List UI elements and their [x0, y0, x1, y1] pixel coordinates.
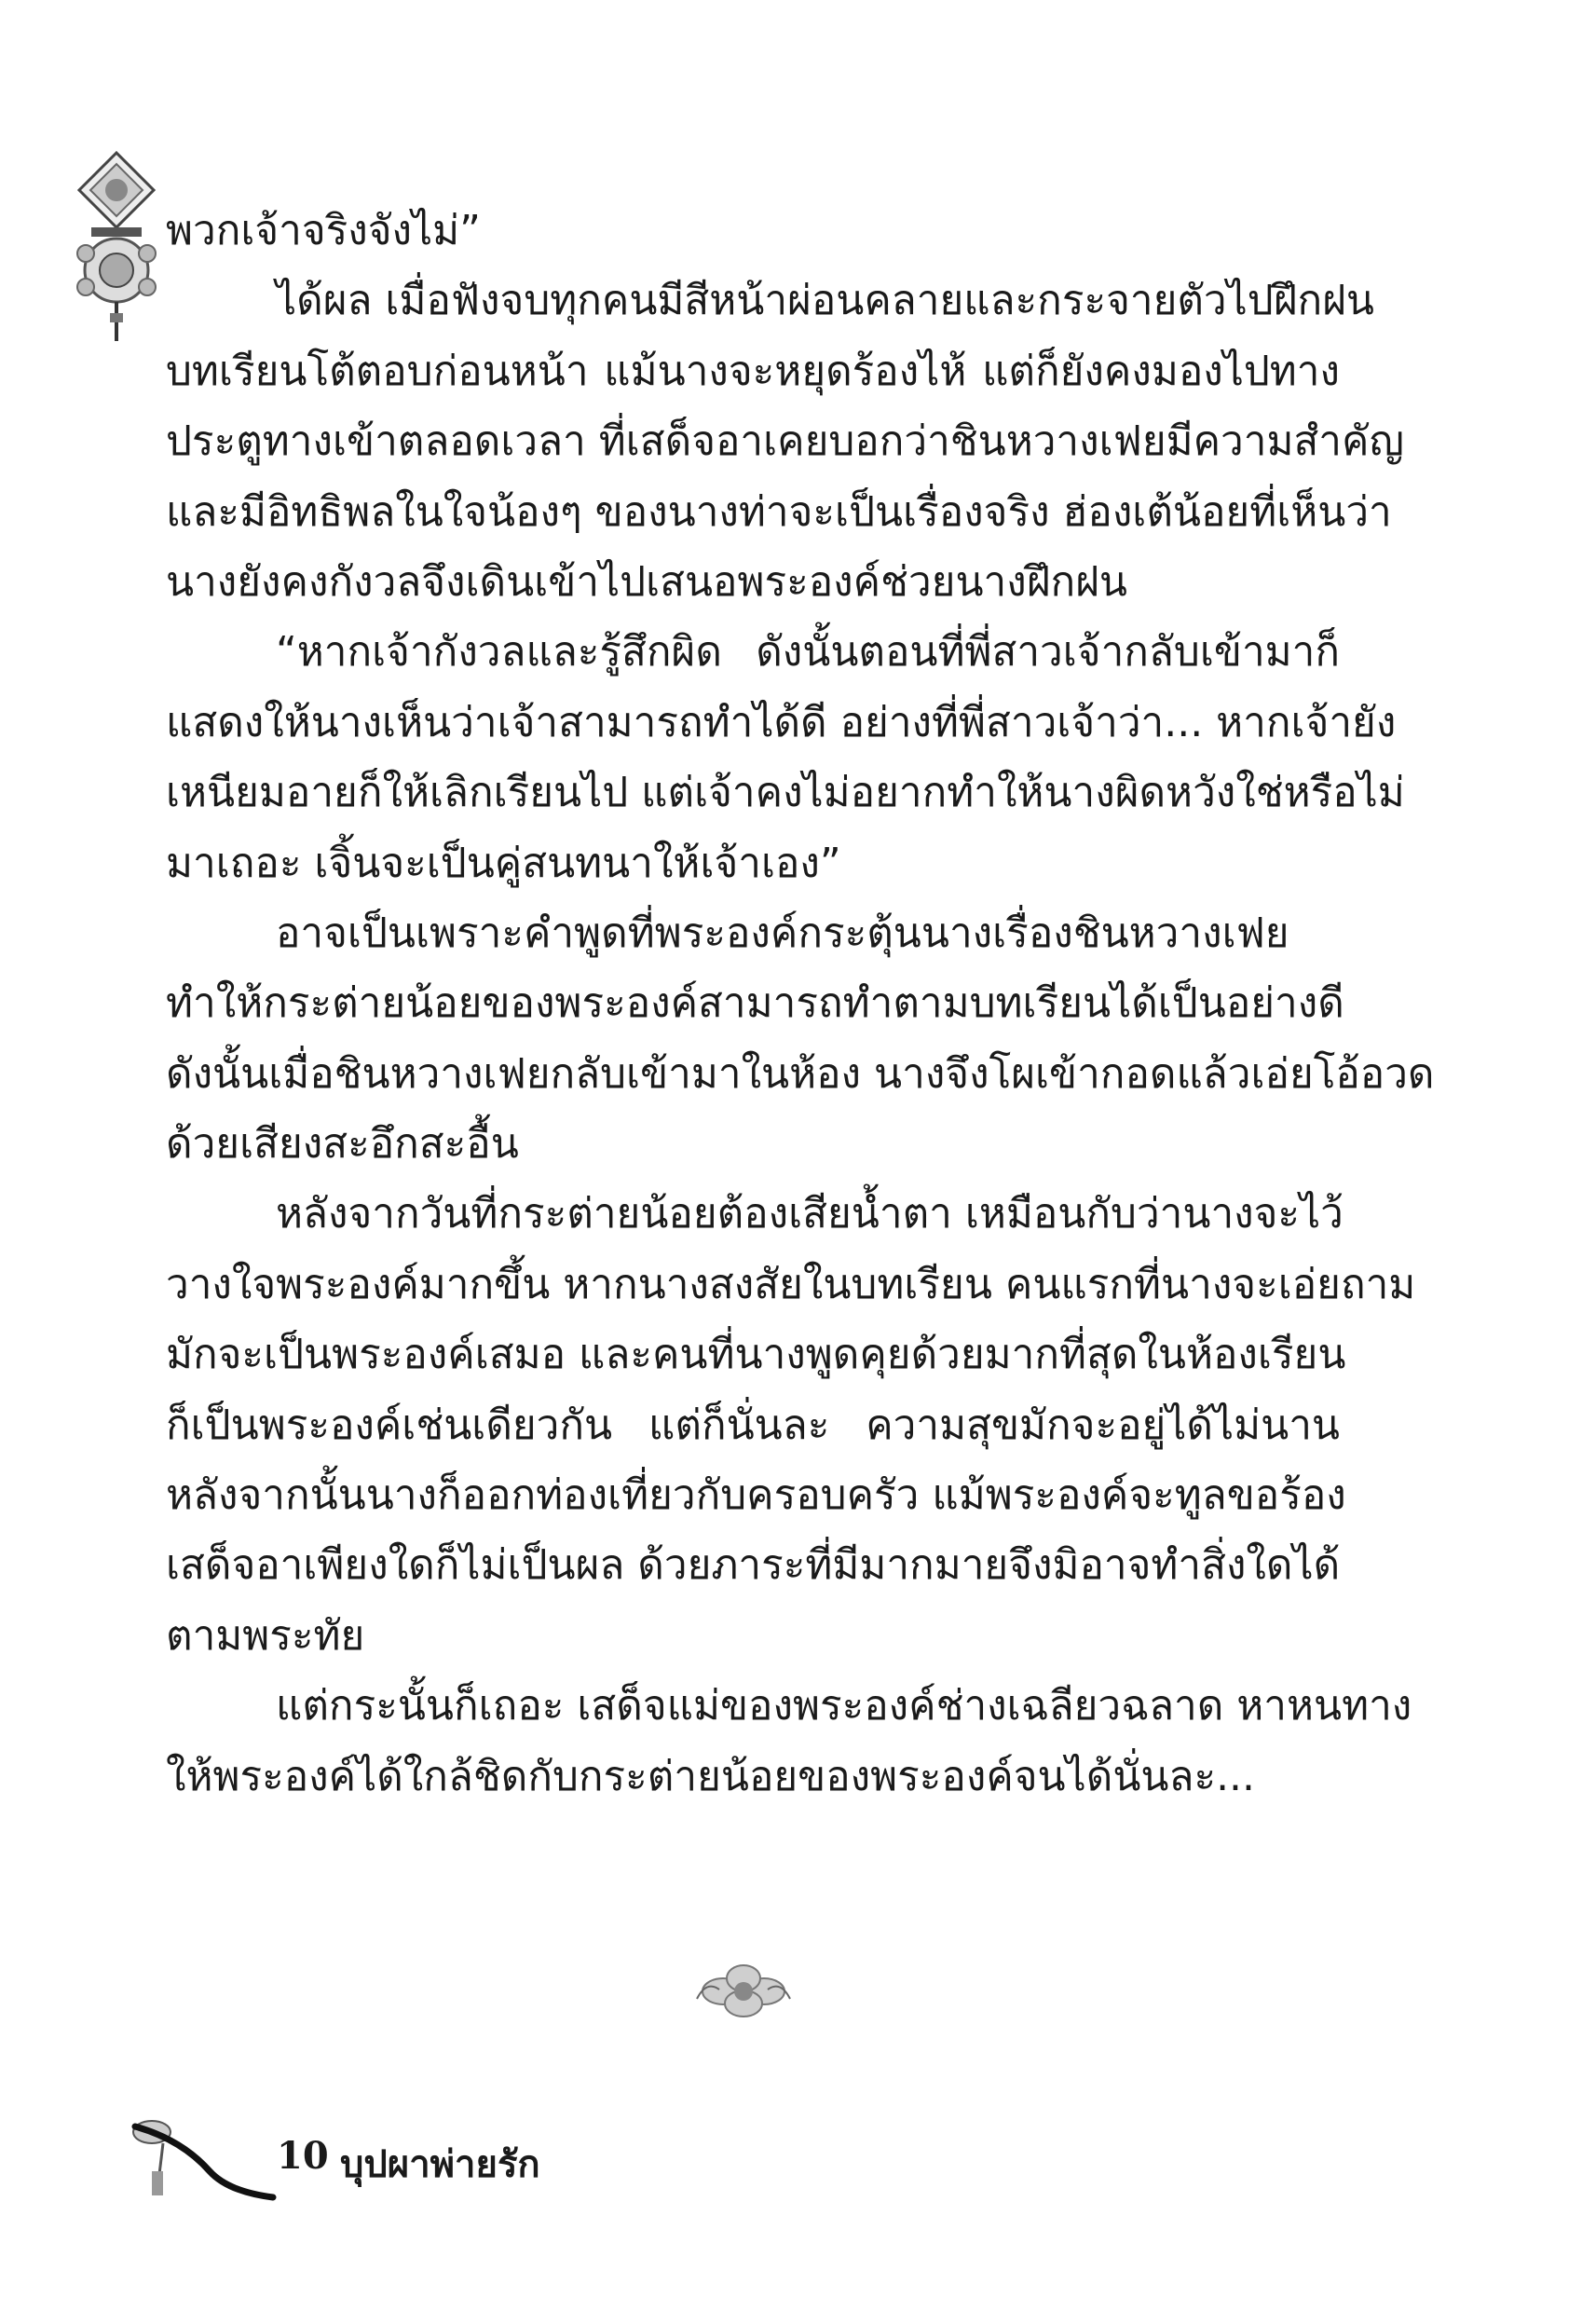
text-line: แสดงให้นางเห็นว่าเจ้าสามารถทำได้ดี อย่างที่พี่สาวเจ้าว่า... หากเจ้ายัง — [166, 698, 1397, 746]
text-line: ด้วยเสียงสะอึกสะอื้น — [166, 1120, 519, 1169]
ornamental-medallion-icon — [65, 149, 168, 345]
text-line: ได้ผล เมื่อฟังจบทุกคนมีสีหน้าผ่อนคลายและกระจายตัวไปฝึกฝน — [276, 277, 1374, 325]
page-number: 10 — [277, 2134, 329, 2178]
text-line: แต่กระนั้นก็เถอะ เสด็จแม่ของพระองค์ช่างเฉลียวฉลาด หาหนทาง — [276, 1682, 1412, 1730]
text-line: ก็เป็นพระองค์เช่นเดียวกัน แต่ก็นั่นละ ความสุขมักจะอยู่ได้ไม่นาน — [166, 1401, 1340, 1449]
text-line: หลังจากนั้นนางก็ออกท่องเที่ยวกับครอบครัว แม้พระองค์จะทูลขอร้อง — [166, 1471, 1346, 1520]
text-line: พวกเจ้าจริงจังไม่” — [166, 207, 481, 254]
text-line: ทำให้กระต่ายน้อยของพระองค์สามารถทำตามบทเรียนได้เป็นอย่างดี — [166, 979, 1344, 1028]
text-line: นางยังคงกังวลจึงเดินเข้าไปเสนอพระองค์ช่วยนางฝึกฝน — [166, 557, 1128, 606]
text-line: มักจะเป็นพระองค์เสมอ และคนที่นางพูดคุยด้วยมากที่สุดในห้องเรียน — [166, 1331, 1346, 1379]
book-title: บุปผาพ่ายรัก — [340, 2142, 540, 2186]
floral-ornament-icon — [688, 1952, 799, 2027]
text-line: มาเถอะ เจิ้นจะเป็นคู่สนทนาให้เจ้าเอง” — [166, 839, 841, 887]
text-line: “หากเจ้ากังวลและรู้สึกผิด ดังนั้นตอนที่พี่สาวเจ้ากลับเข้ามาก็ — [276, 628, 1340, 677]
text-line: บทเรียนโต้ตอบก่อนหน้า แม้นางจะหยุดร้องไห้ แต่ก็ยังคงมองไปทาง — [166, 347, 1340, 395]
body-text — [166, 196, 1435, 1812]
text-line: หลังจากวันที่กระต่ายน้อยต้องเสียน้ำตา เหมือนกับว่านางจะไว้ — [276, 1190, 1344, 1238]
text-line: ตามพระทัย — [166, 1611, 365, 1660]
text-line: วางใจพระองค์มากขึ้น หากนางสงสัยในบทเรียน คนแรกที่นางจะเอ่ยถาม — [166, 1260, 1416, 1308]
text-line: ดังนั้นเมื่อชินหวางเฟยกลับเข้ามาในห้อง นางจึงโผเข้ากอดแล้วเอ่ยโอ้อวด — [166, 1049, 1435, 1098]
text-line: เหนียมอายก็ให้เลิกเรียนไป แต่เจ้าคงไม่อยากทำให้นางผิดหวังใช่หรือไม่ — [166, 769, 1405, 817]
text-line: และมีอิทธิพลในใจน้องๆ ของนางท่าจะเป็นเรื่องจริง ฮ่องเต้น้อยที่เห็นว่า — [166, 487, 1392, 536]
text-line: ประตูทางเข้าตลอดเวลา ที่เสด็จอาเคยบอกว่าชินหวางเฟยมีความสำคัญ — [166, 417, 1404, 466]
page-footer — [126, 2106, 685, 2208]
brush-stroke-icon — [126, 2106, 284, 2208]
text-line: อาจเป็นเพราะคำพูดที่พระองค์กระตุ้นนางเรื่องชินหวางเฟย — [276, 909, 1289, 957]
text-line: ให้พระองค์ได้ใกล้ชิดกับกระต่ายน้อยของพระองค์จนได้นั่นละ... — [166, 1752, 1256, 1800]
text-line: เสด็จอาเพียงใดก็ไม่เป็นผล ด้วยภาระที่มีมากมายจึงมิอาจทำสิ่งใดได้ — [166, 1541, 1341, 1590]
